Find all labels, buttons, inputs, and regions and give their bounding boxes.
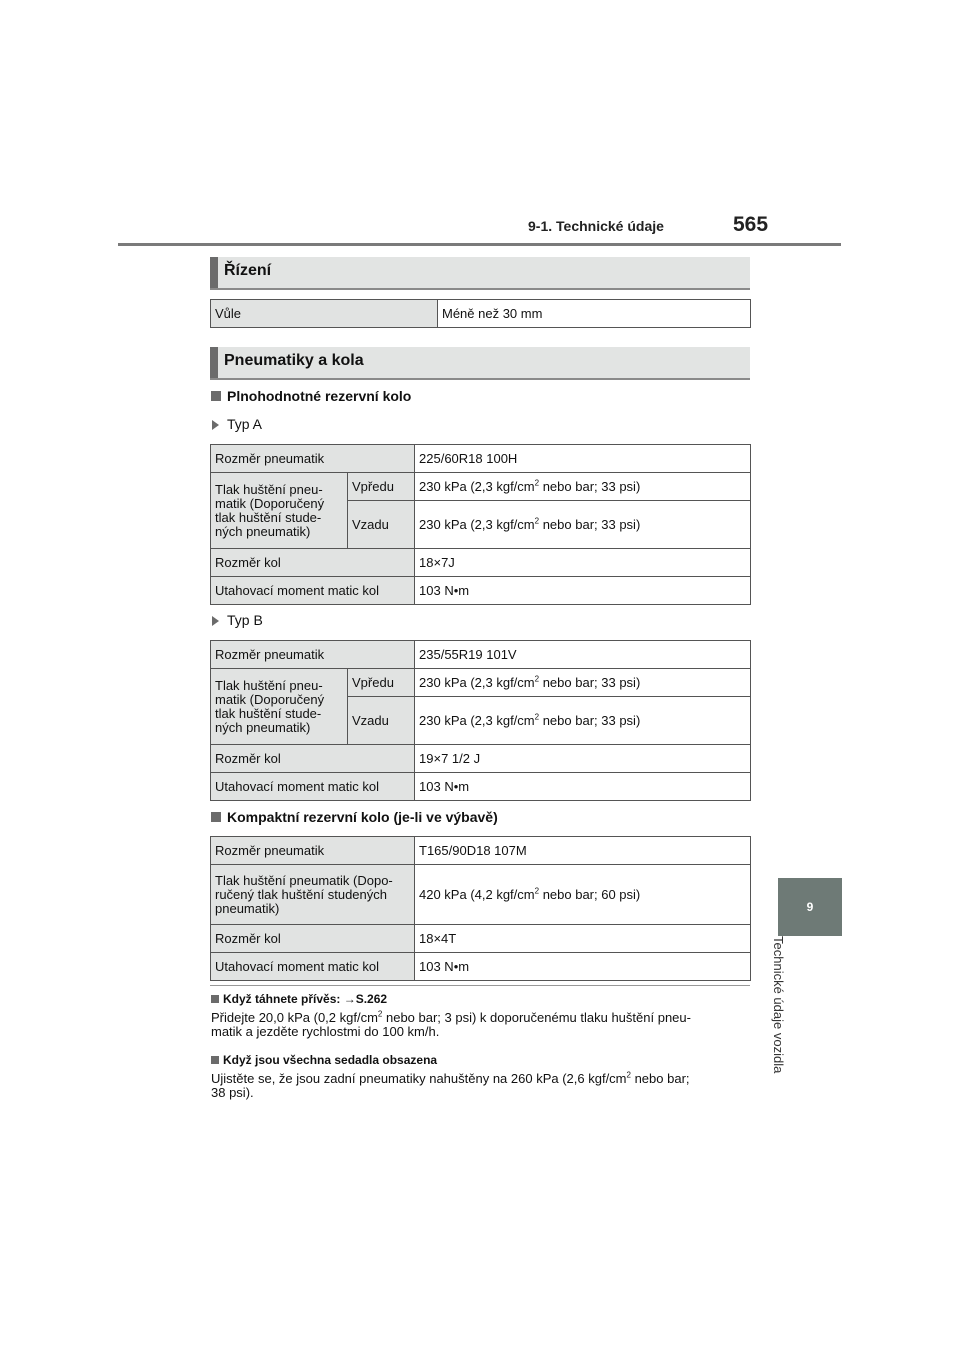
wheel-size-label: Rozměr kol	[211, 925, 415, 953]
note-text: Přidejte 20,0 kPa (0,2 kgf/cm	[211, 1010, 378, 1025]
pressure-label-line: Tlak huštění pneu-	[215, 677, 323, 693]
front-value-text: 230 kPa (2,3 kgf/cm	[419, 674, 535, 690]
table-row	[211, 745, 751, 773]
bullet-square-icon	[211, 391, 221, 401]
pressure-label-line: matik (Doporučený	[215, 495, 325, 511]
play-value: Méně než 30 mm	[438, 300, 751, 328]
table-row	[211, 300, 751, 328]
wheel-size-value: 19×7 1/2 J	[415, 745, 751, 773]
rear-value-text: 230 kPa (2,3 kgf/cm	[419, 516, 535, 532]
page-reference-link[interactable]: →S.262	[343, 992, 388, 1006]
note-text: nebo bar;	[630, 1071, 690, 1086]
type-a-label	[212, 416, 262, 432]
pressure-label	[211, 473, 348, 549]
wheel-size-label: Rozměr kol	[211, 745, 415, 773]
note-towing-heading	[211, 992, 387, 1006]
steering-table	[210, 299, 751, 328]
torque-value: 103 N•m	[415, 577, 751, 605]
type-b-table	[210, 640, 751, 801]
pressure-label-line: pneumatik)	[215, 900, 280, 916]
superscript: 2	[534, 516, 540, 526]
arrow-right-icon	[212, 616, 219, 626]
front-value-text: 230 kPa (2,3 kgf/cm	[419, 478, 535, 494]
type-a-label-text: Typ A	[227, 416, 263, 432]
front-value-text: nebo bar; 33 psi)	[539, 478, 641, 494]
superscript: 2	[626, 1070, 631, 1080]
front-value	[415, 473, 751, 501]
note-towing-text	[211, 1011, 751, 1039]
superscript: 2	[377, 1009, 383, 1019]
table-row	[211, 837, 751, 865]
pressure-label-line: ných pneumatik)	[215, 719, 311, 735]
chapter-tab	[778, 878, 842, 936]
note-heading-text: Když táhnete přívěs:	[223, 992, 344, 1006]
wheel-size-value: 18×7J	[415, 549, 751, 577]
pressure-value-text: 420 kPa (4,2 kgf/cm	[419, 886, 535, 902]
steering-heading-text: Řízení	[224, 262, 272, 279]
pressure-label-line: tlak huštění stude-	[215, 705, 322, 721]
table-row	[211, 669, 751, 697]
wheel-size-value: 18×4T	[415, 925, 751, 953]
pressure-label	[211, 865, 415, 925]
rear-value-text: nebo bar; 33 psi)	[539, 516, 641, 532]
pressure-value-text: nebo bar; 60 psi)	[539, 886, 641, 902]
rear-value	[415, 697, 751, 745]
front-label: Vpředu	[348, 669, 415, 697]
table-row	[211, 925, 751, 953]
type-b-label-text: Typ B	[227, 612, 263, 628]
page-number: 565	[733, 213, 769, 236]
rear-value	[415, 501, 751, 549]
tire-size-label: Rozměr pneumatik	[211, 837, 415, 865]
note-seats-text	[211, 1072, 751, 1100]
type-b-label	[212, 612, 263, 628]
note-line	[211, 1072, 751, 1086]
steering-heading	[210, 257, 750, 290]
torque-label: Utahovací moment matic kol	[211, 773, 415, 801]
tire-size-value: 225/60R18 100H	[415, 445, 751, 473]
table-row	[211, 445, 751, 473]
section-title: 9-1. Technické údaje	[528, 218, 664, 234]
type-a-table	[210, 444, 751, 605]
pressure-label-line: tlak huštění stude-	[215, 509, 322, 525]
chapter-label-container	[771, 936, 812, 1136]
torque-label: Utahovací moment matic kol	[211, 953, 415, 981]
notes-divider	[210, 985, 750, 986]
torque-value: 103 N•m	[415, 773, 751, 801]
compact-spare-heading-text: Kompaktní rezervní kolo (je-li ve výbavě)	[227, 809, 498, 825]
play-label: Vůle	[211, 300, 438, 328]
torque-value: 103 N•m	[415, 953, 751, 981]
arrow-right-icon	[212, 420, 219, 430]
table-row	[211, 865, 751, 925]
pressure-label	[211, 669, 348, 745]
rear-label: Vzadu	[348, 697, 415, 745]
chapter-number: 9	[806, 900, 814, 914]
front-label: Vpředu	[348, 473, 415, 501]
chapter-label: Technické údaje vozidla	[771, 936, 786, 1074]
tire-size-value: T165/90D18 107M	[415, 837, 751, 865]
rear-value-text: 230 kPa (2,3 kgf/cm	[419, 712, 535, 728]
pressure-label-line: Tlak huštění pneumatik (Dopo-	[215, 872, 393, 888]
full-spare-heading	[211, 388, 411, 404]
table-row	[211, 641, 751, 669]
compact-spare-heading	[211, 809, 498, 825]
rear-value-text: nebo bar; 33 psi)	[539, 712, 641, 728]
tires-heading-text: Pneumatiky a kola	[224, 352, 364, 369]
table-row	[211, 953, 751, 981]
header-divider	[118, 243, 841, 246]
tire-size-label: Rozměr pneumatik	[211, 445, 415, 473]
note-seats-heading	[211, 1053, 437, 1067]
wheel-size-label: Rozměr kol	[211, 549, 415, 577]
table-row	[211, 773, 751, 801]
superscript: 2	[534, 674, 540, 684]
superscript: 2	[534, 886, 540, 896]
pressure-label-line: ných pneumatik)	[215, 523, 311, 539]
front-value	[415, 669, 751, 697]
note-heading-text: Když jsou všechna sedadla obsazena	[223, 1053, 438, 1067]
front-value-text: nebo bar; 33 psi)	[539, 674, 641, 690]
pressure-label-line: matik (Doporučený	[215, 691, 325, 707]
bullet-square-icon	[211, 812, 221, 822]
note-line	[211, 1011, 751, 1025]
superscript: 2	[534, 712, 540, 722]
torque-label: Utahovací moment matic kol	[211, 577, 415, 605]
note-line: 38 psi).	[211, 1085, 254, 1100]
full-spare-heading-text: Plnohodnotné rezervní kolo	[227, 388, 412, 404]
note-line: matik a jezděte rychlostmi do 100 km/h.	[211, 1024, 440, 1039]
note-text: Ujistěte se, že jsou zadní pneumatiky nahuštěny na 260 kPa (2,6 kgf/cm	[211, 1071, 627, 1086]
pressure-label-line: ručený tlak huštění studených	[215, 886, 387, 902]
bullet-square-icon	[211, 995, 219, 1003]
bullet-square-icon	[211, 1056, 219, 1064]
table-row	[211, 473, 751, 501]
tires-heading	[210, 347, 750, 380]
note-text: nebo bar; 3 psi) k doporučenému tlaku huštění pneu-	[382, 1010, 691, 1025]
pressure-label-line: Tlak huštění pneu-	[215, 481, 323, 497]
pressure-value	[415, 865, 751, 925]
compact-spare-table	[210, 836, 751, 981]
superscript: 2	[534, 478, 540, 488]
tire-size-label: Rozměr pneumatik	[211, 641, 415, 669]
table-row	[211, 549, 751, 577]
table-row	[211, 577, 751, 605]
rear-label: Vzadu	[348, 501, 415, 549]
tire-size-value: 235/55R19 101V	[415, 641, 751, 669]
